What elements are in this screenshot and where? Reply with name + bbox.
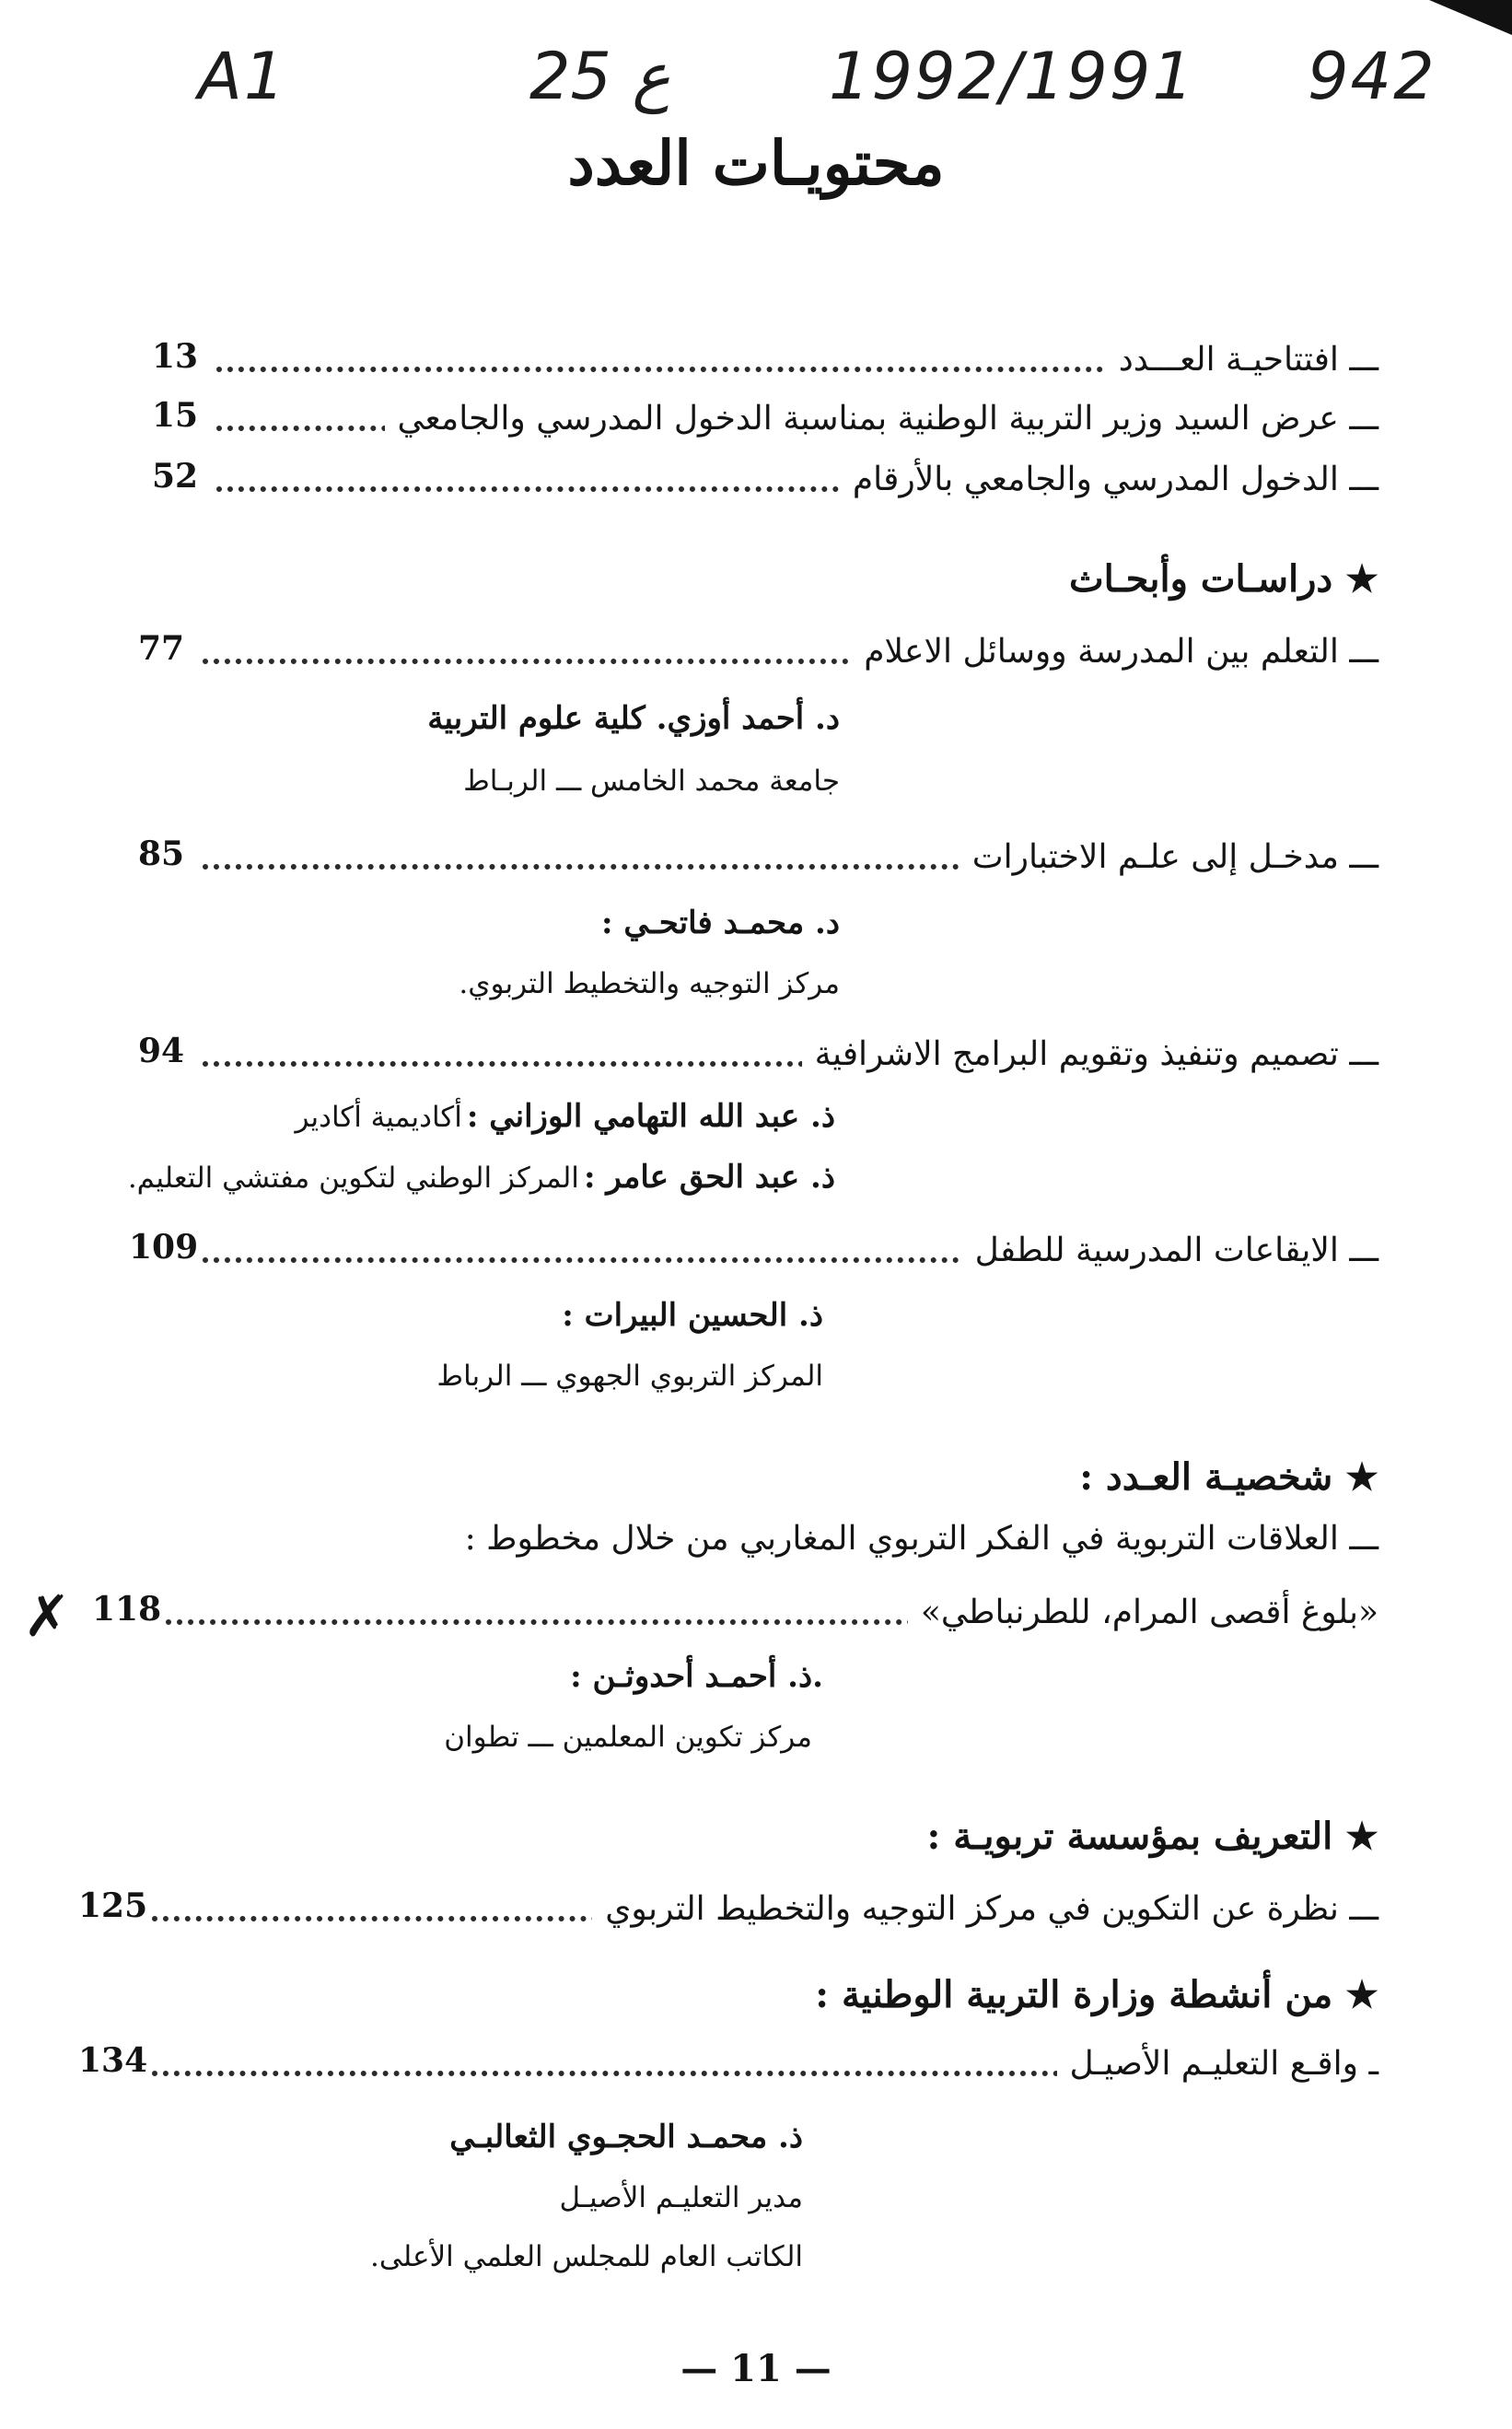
toc-entry-title: ـــ عرض السيد وزير التربية الوطنية بمناسبة الدخول المدرسي والجامعي (385, 389, 1378, 450)
toc-entry[interactable] (129, 1024, 1378, 1085)
toc-entry-title: ـــ مدخـل إلى علـم الاختبارات (960, 827, 1378, 888)
toc-entry[interactable] (129, 1220, 1378, 1281)
toc-entry-title: ـــ افتتاحيـة العـــدد (1106, 330, 1378, 391)
toc-entry-page: 125 (78, 1886, 148, 1925)
author-affiliation: أكاديمية أكادير (295, 1101, 462, 1134)
toc-entry-title: ـــ نظرة عن التكوين في مركز التوجيه والتخطيط التربوي (592, 1879, 1378, 1940)
toc-entry-page: 52 (151, 457, 199, 496)
toc-entry-title: ـــ الدخول المدرسي والجامعي بالأرقام (840, 450, 1378, 510)
page-number: — 11 — (680, 2347, 832, 2390)
author-name: د. محمـد فاتحـي : (601, 905, 840, 941)
toc-entry-page: 118 (92, 1590, 162, 1629)
author-line (128, 1159, 835, 1196)
handwritten-number: 942 (1308, 39, 1436, 114)
author-name: ذ. عبد الحق عامر : (584, 1159, 835, 1196)
author-name: ذ. عبد الله التهامي الوزاني : (466, 1098, 835, 1135)
author-affiliation: جامعة محمد الخامس ـــ الربـاط (463, 765, 840, 798)
section-heading-institution: ★ التعريف بمؤسسة تربويـة : (926, 1815, 1378, 1858)
toc-entry-title: ـ واقـع التعليـم الأصيـل (1057, 2034, 1378, 2095)
toc-entry[interactable] (143, 450, 1378, 510)
author-affiliation: المركز التربوي الجهوي ـــ الرباط (436, 1360, 823, 1393)
handwritten-code: A1 (198, 39, 287, 114)
toc-entry-title: ـــ التعلم بين المدرسة ووسائل الاعلام (851, 622, 1378, 683)
toc-entry[interactable] (129, 827, 1378, 888)
scan-corner-mark (1429, 0, 1512, 35)
toc-entry[interactable] (143, 330, 1378, 391)
author-line (295, 1098, 835, 1135)
author-affiliation: مدير التعليـم الأصيـل (559, 2181, 803, 2214)
toc-entry-title: ـــ تصميم وتنفيذ وتقويم البرامج الاشرافية (802, 1024, 1378, 1085)
toc-entry[interactable] (78, 2034, 1378, 2095)
toc-entry-page: 134 (78, 2041, 148, 2080)
page-title: محتويـات العدد (567, 127, 945, 199)
toc-entry[interactable] (78, 1879, 1378, 1940)
author-name: د. أحمد أوزي. كلية علوم التربية (427, 700, 840, 737)
author-name: ذ. محمـد الحجـوي الثعالبـي (449, 2119, 803, 2155)
author-name: .ذ. أحمـد أحدوثـن : (570, 1658, 823, 1695)
toc-entry[interactable] (92, 1582, 1378, 1643)
section-heading-ministry: ★ من أنشطة وزارة التربية الوطنية : (815, 1973, 1378, 2016)
toc-entry-title: ـــ الايقاعات المدرسية للطفل (962, 1220, 1378, 1281)
toc-entry-page: 77 (137, 629, 185, 668)
author-affiliation: المركز الوطني لتكوين مفتشي التعليم. (127, 1162, 579, 1195)
toc-entry[interactable] (129, 622, 1378, 683)
handwritten-issue: 25 ع (529, 39, 671, 114)
toc-entry-page: 13 (151, 337, 199, 376)
author-affiliation: الكاتب العام للمجلس العلمي الأعلى. (370, 2240, 803, 2273)
toc-entry-page: 109 (129, 1228, 199, 1267)
toc-entry-page: 15 (151, 396, 199, 435)
handwritten-x-mark: ✗ (23, 1582, 71, 1650)
author-affiliation: مركز التوجيه والتخطيط التربوي. (459, 967, 840, 1000)
section-heading-studies: ★ دراسـات وأبحـاث (1069, 557, 1378, 601)
toc-entry-title: ـــ العلاقات التربوية في الفكر التربوي المغاربي من خلال مخطوط : (464, 1520, 1378, 1558)
toc-entry[interactable] (143, 389, 1378, 450)
section-heading-personality: ★ شخصيـة العـدد : (1079, 1455, 1378, 1499)
handwritten-year: 1992/1991 (829, 39, 1195, 114)
toc-entry-page: 94 (137, 1032, 185, 1070)
author-name: ذ. الحسين البيرات : (562, 1297, 823, 1334)
author-affiliation: مركز تكوين المعلمين ـــ تطوان (444, 1721, 812, 1754)
toc-entry-page: 85 (137, 835, 185, 873)
toc-entry-title-continued: «بلوغ أقصى المرام، للطرنباطي» (908, 1582, 1378, 1643)
